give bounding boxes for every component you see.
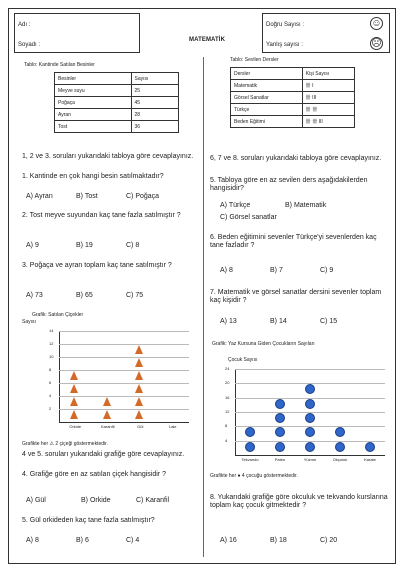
x-tick-label: Tekvando	[241, 457, 259, 462]
flower-triangle-mark	[103, 410, 111, 419]
flower-triangle-mark	[135, 358, 143, 367]
option[interactable]: C) 15	[320, 318, 338, 325]
option[interactable]: B) Tost	[76, 193, 98, 200]
option[interactable]: C) Karanfil	[136, 497, 170, 504]
child-circle-mark	[365, 442, 375, 452]
q3-options	[26, 292, 176, 299]
x-tick-label: Paten	[274, 457, 286, 462]
chart1-ylabel: Sayısı	[22, 319, 36, 325]
y-tick-label: 12	[225, 409, 230, 414]
option[interactable]: C) 20	[320, 537, 338, 544]
table-header: Dersler	[231, 68, 303, 80]
option[interactable]: B) 14	[270, 318, 287, 325]
flower-triangle-mark	[135, 410, 143, 419]
option[interactable]: A) 8	[220, 267, 233, 274]
option[interactable]: B) Orkide	[81, 497, 111, 504]
flower-triangle-mark	[135, 371, 143, 380]
name-label: Adı :	[18, 22, 31, 28]
grid-line	[59, 396, 189, 397]
chart1-title: Grafik: Satılan Çiçekler	[32, 312, 84, 318]
table-cell: 卌 卌 III	[302, 116, 354, 128]
table-cell: 45	[131, 97, 179, 109]
table-header: Besinler	[55, 73, 132, 85]
child-circle-mark	[275, 399, 285, 409]
table1-title: Tablo: Kantinde Satılan Besinler	[24, 62, 95, 68]
option[interactable]: B) 65	[76, 292, 93, 299]
flower-triangle-mark	[70, 410, 78, 419]
chart1-legend: Grafikte her ⚠ 2 çiçeği göstermektedir.	[22, 441, 108, 447]
sad-face-icon: ☹	[371, 38, 382, 49]
table-row	[55, 97, 179, 109]
y-tick-label: 4	[225, 437, 228, 443]
option[interactable]: C) 75	[126, 292, 144, 299]
y-tick-label: 10	[49, 354, 54, 359]
x-tick-label: Yüzme	[303, 457, 317, 462]
y-tick-label: 20	[225, 380, 230, 386]
child-circle-mark	[275, 427, 285, 437]
q5b-options	[220, 202, 335, 209]
x-tick-label: Gül	[137, 424, 144, 429]
child-circle-mark	[275, 442, 285, 452]
table-row	[231, 80, 355, 92]
intro-text: 1, 2 ve 3. soruları yukarıdaki tabloya göre cevaplayınız.	[22, 153, 194, 160]
correct-label: Doğru Sayısı :	[266, 22, 305, 28]
y-tick-label: 16	[225, 394, 230, 400]
flower-triangle-mark	[70, 384, 78, 393]
happy-face-icon: ☺	[371, 18, 382, 29]
grid-line	[59, 370, 189, 371]
option[interactable]: A) Türkçe	[220, 202, 251, 209]
option[interactable]: A) 13	[220, 318, 237, 325]
x-axis	[59, 422, 189, 423]
table-row	[55, 85, 179, 97]
option[interactable]: A) 8	[26, 537, 39, 544]
score-box	[262, 13, 390, 53]
q5-options	[26, 537, 176, 544]
grid-line	[59, 409, 189, 410]
wrong-label: Yanlış sayısı :	[266, 42, 303, 48]
flower-triangle-mark	[135, 345, 143, 354]
subjects-table	[230, 67, 355, 128]
x-axis	[235, 455, 385, 456]
option[interactable]: C) 9	[320, 267, 334, 274]
student-info-box	[14, 13, 140, 53]
option[interactable]: A) 9	[26, 242, 39, 249]
grid-line	[59, 357, 189, 358]
table-cell: 36	[131, 121, 179, 133]
child-circle-mark	[305, 442, 315, 452]
question-5: 5. Gül orkideden kaç tane fazla satılmıştır?	[22, 517, 155, 524]
option[interactable]: C) 8	[126, 242, 140, 249]
right-intro-text: 6, 7 ve 8. soruları yukarıdaki tabloya göre cevaplayınız.	[210, 155, 382, 162]
option[interactable]: A) Gül	[26, 497, 46, 504]
question-5b: 5. Tabloya göre en az sevilen ders aşağıdakilerden hangisidir?	[210, 177, 368, 192]
chart2-ylabel: Çocuk Sayısı	[228, 357, 258, 363]
table-cell: 卌 卌	[302, 104, 354, 116]
q6-options	[220, 267, 370, 274]
q7-options	[220, 318, 370, 325]
column-divider	[203, 57, 204, 557]
question-4: 4. Grafiğe göre en az satılan çiçek hangisidir ?	[22, 471, 166, 478]
option[interactable]: A) 16	[220, 537, 237, 544]
flower-triangle-mark	[70, 397, 78, 406]
table-row	[231, 92, 355, 104]
table-cell: 卌 III	[302, 92, 354, 104]
surname-label: Soyadı :	[18, 42, 41, 48]
course-chart	[215, 365, 385, 465]
table2-title: Tablo: Sevilen Dersler	[230, 57, 279, 63]
option[interactable]: B) 6	[76, 537, 89, 544]
y-tick-label: 12	[49, 341, 54, 346]
table-row	[55, 109, 179, 121]
question-7: 7. Matematik ve görsel sanatlar dersini sevenler toplam kaç kişidir ?	[210, 289, 382, 304]
q8-options	[220, 537, 370, 544]
child-circle-mark	[305, 413, 315, 423]
child-circle-mark	[245, 442, 255, 452]
table-cell: Matematik	[231, 80, 303, 92]
option[interactable]: C) Görsel sanatlar	[220, 214, 277, 221]
header	[14, 13, 390, 57]
child-circle-mark	[245, 427, 255, 437]
option[interactable]: A) 73	[26, 292, 43, 299]
table-cell: 卌 I	[302, 80, 354, 92]
page-title: MATEMATİK	[189, 37, 226, 43]
q1-options	[26, 193, 176, 200]
intro-text-2: 4 ve 5. soruları yukarıdaki grafiğe göre cevaplayınız.	[22, 451, 185, 458]
y-tick-label: 8	[49, 367, 52, 372]
flower-triangle-mark	[70, 371, 78, 380]
table-cell: Beden Eğitimi	[231, 116, 303, 128]
y-tick-label: 24	[225, 366, 230, 371]
option[interactable]: B) 7	[270, 267, 283, 274]
chart2-title: Grafik: Yaz Kursuna Giden Çocukların Sayıları	[212, 341, 315, 347]
x-tick-label: Orkide	[69, 424, 82, 429]
question-8: 8. Yukarıdaki grafiğe göre okculuk ve tekvando kurslarına toplam kaç çocuk gitmektedir ?	[210, 494, 388, 509]
question-6: 6. Beden eğitimini sevenler Türkçe'yi sevenlerden kaç tane fazladır ?	[210, 234, 377, 249]
y-tick-label: 4	[49, 393, 52, 398]
table-row	[231, 104, 355, 116]
question-3: 3. Poğaça ve ayran toplam kaç tane satılmıştır ?	[22, 262, 172, 269]
table-header: Kişi Sayısı	[302, 68, 354, 80]
option[interactable]: B) Matematik	[285, 202, 327, 209]
table-cell: Görsel Sanatlar	[231, 92, 303, 104]
y-tick-label: 6	[49, 380, 52, 385]
option[interactable]: C) Poğaça	[126, 193, 160, 200]
chart2-legend: Grafikte her ● 4 çocuğu göstermektedir.	[210, 473, 298, 479]
y-tick-label: 14	[49, 328, 54, 333]
child-circle-mark	[305, 427, 315, 437]
q2-options	[26, 242, 176, 249]
child-circle-mark	[335, 427, 345, 437]
question-2: 2. Tost meyve suyundan kaç tane fazla satılmıştır ?	[22, 212, 181, 219]
flower-chart	[39, 327, 189, 432]
food-table	[54, 72, 179, 133]
table-cell: Tost	[55, 121, 132, 133]
child-circle-mark	[335, 442, 345, 452]
table-header: Sayısı	[131, 73, 179, 85]
y-tick-label: 8	[225, 423, 228, 429]
flower-triangle-mark	[135, 384, 143, 393]
table-row	[55, 121, 179, 133]
table-cell: Ayran	[55, 109, 132, 121]
grid-line	[59, 331, 189, 332]
grid-line	[59, 344, 189, 345]
x-tick-label: Karanfil	[100, 424, 115, 429]
x-tick-label: Karate	[364, 457, 376, 462]
x-tick-label: Okçuluk	[332, 457, 348, 462]
table-cell: Poğaça	[55, 97, 132, 109]
table-row	[231, 116, 355, 128]
q4-options	[26, 497, 191, 504]
option[interactable]: B) 18	[270, 537, 287, 544]
flower-triangle-mark	[135, 397, 143, 406]
grid-line	[59, 383, 189, 384]
table-cell: Türkçe	[231, 104, 303, 116]
option[interactable]: C) 4	[126, 537, 140, 544]
table-cell: 25	[131, 85, 179, 97]
y-tick-label: 2	[49, 406, 52, 411]
grid-line	[235, 369, 385, 370]
table-cell: 28	[131, 109, 179, 121]
child-circle-mark	[275, 413, 285, 423]
flower-triangle-mark	[103, 397, 111, 406]
child-circle-mark	[305, 399, 315, 409]
question-1: 1. Kantinde en çok hangi besin satılmaktadır?	[22, 173, 164, 180]
option[interactable]: B) 19	[76, 242, 93, 249]
x-tick-label: Lale	[168, 424, 177, 429]
child-circle-mark	[305, 384, 315, 394]
table-cell: Meyve suyu	[55, 85, 132, 97]
option[interactable]: A) Ayran	[26, 193, 53, 200]
